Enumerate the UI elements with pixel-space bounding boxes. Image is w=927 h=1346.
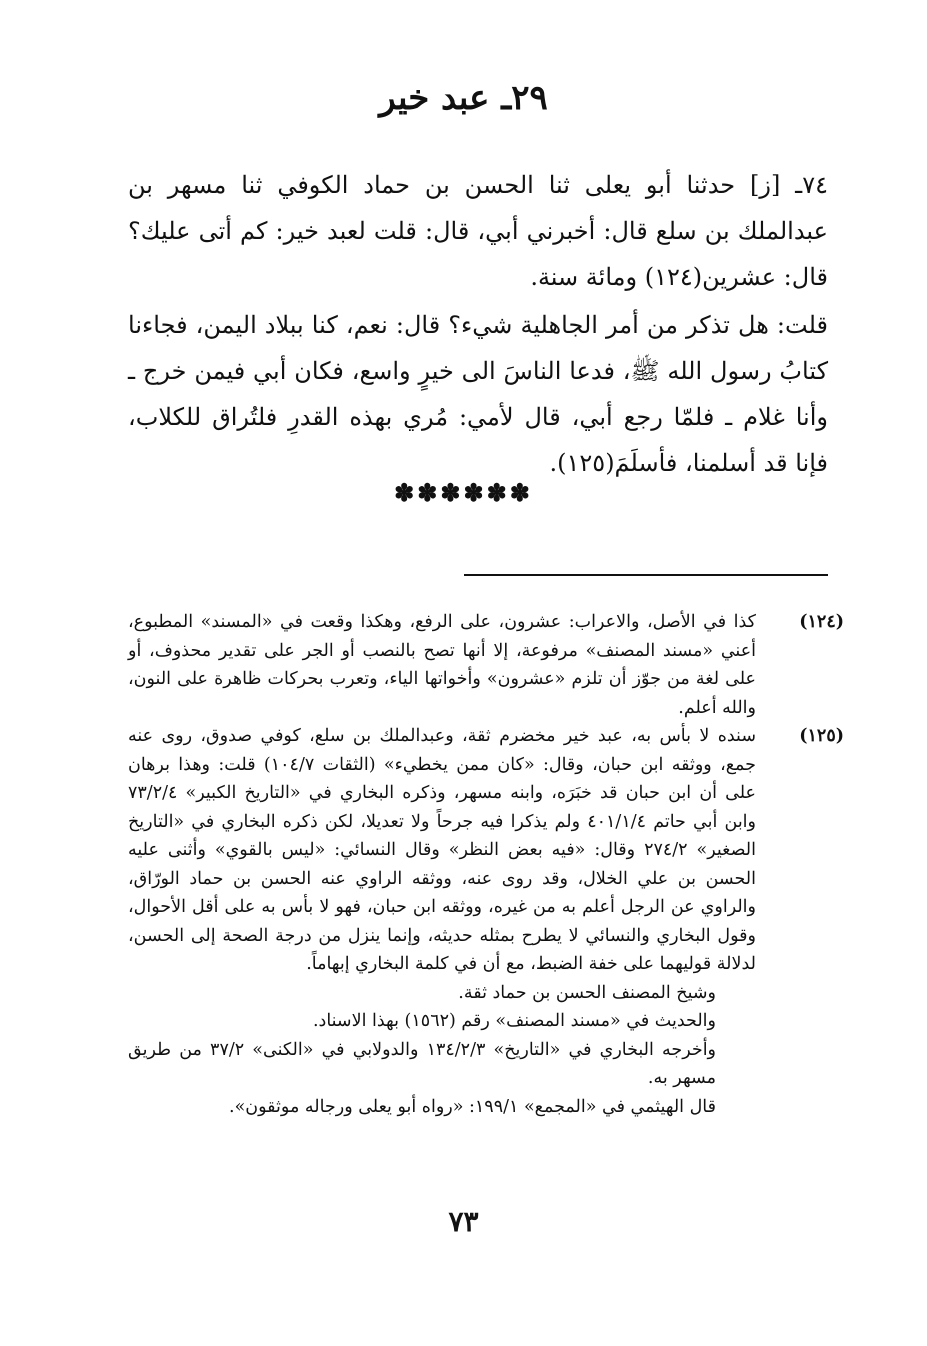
footnote-number: (١٢٤) — [799, 612, 844, 632]
footnote-text: كذا في الأصل، والاعراب: عشرون، على الرفع، وهكذا وقعت في «المسند» المطبوع، أعني «مسند المصنف» مرفوعة، إلا أنها تصح بالنصب أو الجر على تقدير محذوف، أو على لغة من جوّز أن تلزم «عشرون» وأخواتها الياء، وتعرب بحركات ظاهرة على النون، والله أعلم. — [128, 612, 756, 718]
hadith-paragraph-1: ٧٤ـ [ز] حدثنا أبو يعلى ثنا الحسن بن حماد الكوفي ثنا مسهر بن عبدالملك بن سلع قال: أخبرني أبي، قال: قلت لعبد خير: كم أتى عليك؟ قال: عشرين(١٢٤) ومائة سنة. — [128, 171, 828, 291]
hadith-body — [128, 162, 828, 486]
chapter-title: ٢٩ـ عبد خير — [379, 78, 548, 118]
section-separator: ✽✽✽✽✽✽ — [394, 478, 533, 507]
hadith-paragraph-2: قلت: هل تذكر من أمر الجاهلية شيء؟ قال: نعم، كنا ببلاد اليمن، فجاءنا كتابُ رسول الله ﷺ، فدعا الناسَ الى خيرٍ واسع، فكان أبي فيمن خرج ـ وأنا غلام ـ فلمّا رجع أبي، قال لأمي: مُري بهذه القدرِ فلتُراق للكلاب، فإنا قد أسلمنا، فأسلَمَ(١٢٥). — [128, 311, 828, 477]
footnote-line: وشيخ المصنف الحسن بن حماد ثقة. — [458, 982, 716, 1003]
footnote-line: والحديث في «مسند المصنف» رقم (١٥٦٢) بهذا الاسناد. — [312, 1011, 716, 1031]
footnote-rule — [464, 574, 828, 576]
page-number: ٧٣ — [448, 1205, 479, 1238]
footnote-text: سنده لا بأس به، عبد خير مخضرم ثقة، وعبدالملك بن سلع، كوفي صدوق، روى عنه جمع، ووثقه ابن حبان، وقال: «كان ممن يخطيء» (الثقات ١٠٤/٧) قلت: وهذا برهان على أن ابن حبان قد خبَرَه، وابنه مسهر، وذكره البخاري في «التاريخ الكبير» ٧٣/٢/٤ وابن أبي حاتم ٤٠١/١/٤ ولم يذكرا فيه جرحاً ولا تعديلا، لكن ذكره البخاري في «التاريخ الصغير» ٢٧٤/٢ وقال: «فيه بعض النظر» وقال النسائي: «ليس بالقوي» وأثنى عليه الحسن بن علي الخلال، وقد روى عنه، ووثقه الراوي عنه الحسن بن حماد الورّاق، والراوي عن الرجل أعلم به من غيره، ووثقه ابن حبان، فهو لا بأس به على أقل الأحوال، وقول البخاري والنسائي لا يطرح بمثله حديثه، وإنما ينزل من درجة الصحة إلى الحسن، لدلالة قوليهما على خفة الضبط، مع أن في كلمة البخاري إبهاماً. — [128, 726, 756, 974]
footnote-124 — [128, 608, 844, 722]
footnote-line: وأخرجه البخاري في «التاريخ» ١٣٤/٢/٣ والدولابي في «الكنى» ٣٧/٢ من طريق مسهر به. — [128, 1039, 717, 1088]
footnote-line: قال الهيثمي في «المجمع» ١٩٩/١: «رواه أبو يعلى ورجاله موثقون». — [229, 1096, 716, 1117]
footnote-125 — [128, 722, 844, 1121]
footnote-number: (١٢٥) — [799, 726, 844, 746]
footnotes — [128, 608, 844, 1121]
